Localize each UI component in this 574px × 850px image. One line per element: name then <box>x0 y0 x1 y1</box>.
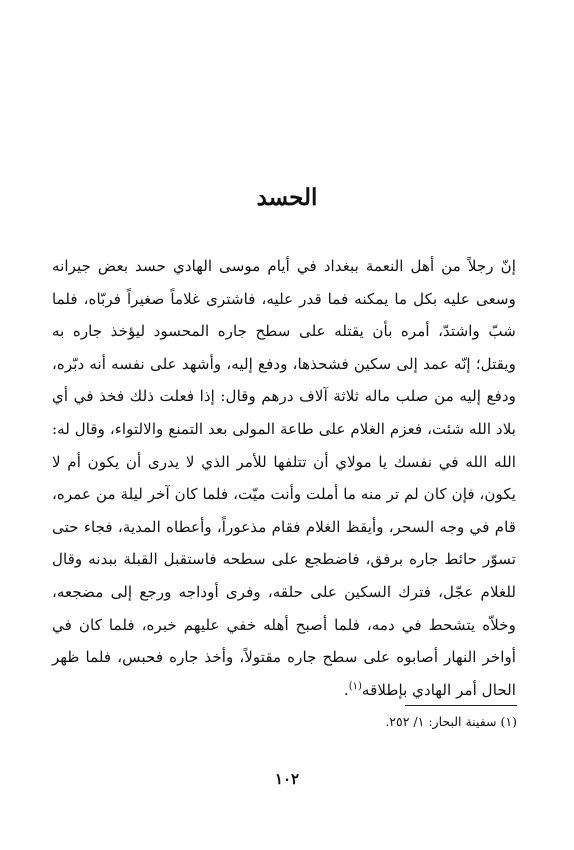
body-paragraph <box>52 250 516 706</box>
footnote: (١) سفينة البحار: ١/ ٢٥٢. <box>385 714 517 729</box>
page-title <box>0 183 574 215</box>
body-text: إنّ رجلاً من أهل النعمة ببغداد في أيام موسى الهادي حسد بعض جيرانه وسعى عليه بكل ما يمكنه فما قدر عليه، فاشترى غلاماً صغيراً فربّاه، فلما شبّ واشتدّ، أمره بأن يقتله على سطح جاره المحسود ليؤخذ جاره به ويقتل؛ إنّه عمد إلى سكين فشحذها، ودفع إليه، وأشهد على نفسه أنه دبّره، ودفع إليه من صلب ماله ثلاثة آلاف درهم وقال: إذا فعلت ذلك فخذ في أي بلاد الله شئت، فعزم الغلام على طاعة المولى بعد التمنع والالتواء، وقال له: الله الله في نفسك يا مولاي أن تتلفها للأمر الذي لا يدرى أن يكون أم لا يكون، فإن كان لم تر منه ما أملت وأنت ميّت، فلما كان آخر ليلة من عمره، قام في وجه السحر، وأيقظ الغلام فقام مذعوراً، وأعطاه المدية، فجاء حتى تسوّر حائط جاره برفق، فاضطجع على سطحه فاستقبل القبلة ببدنه وقال للغلام عجّل، فترك السكين على حلقه، وفرى أوداجه ورجع إلى مضجعه، وخلاّه يتشحط في دمه، فلما أصبح أهله خفي عليهم خبره، فلما كان في أواخر النهار أصابوه على سطح جاره مقتولاً، وأخذ جاره فحبس، فلما ظهر الحال أمر الهادي بإطلاقه <box>52 257 516 699</box>
page-number: ١٠٢ <box>274 770 300 788</box>
footnote-reference[interactable]: (١) <box>348 680 362 692</box>
footnote-divider <box>405 705 517 706</box>
chapter-heading: الحسد <box>256 184 318 211</box>
body-end-punctuation: . <box>343 680 349 699</box>
